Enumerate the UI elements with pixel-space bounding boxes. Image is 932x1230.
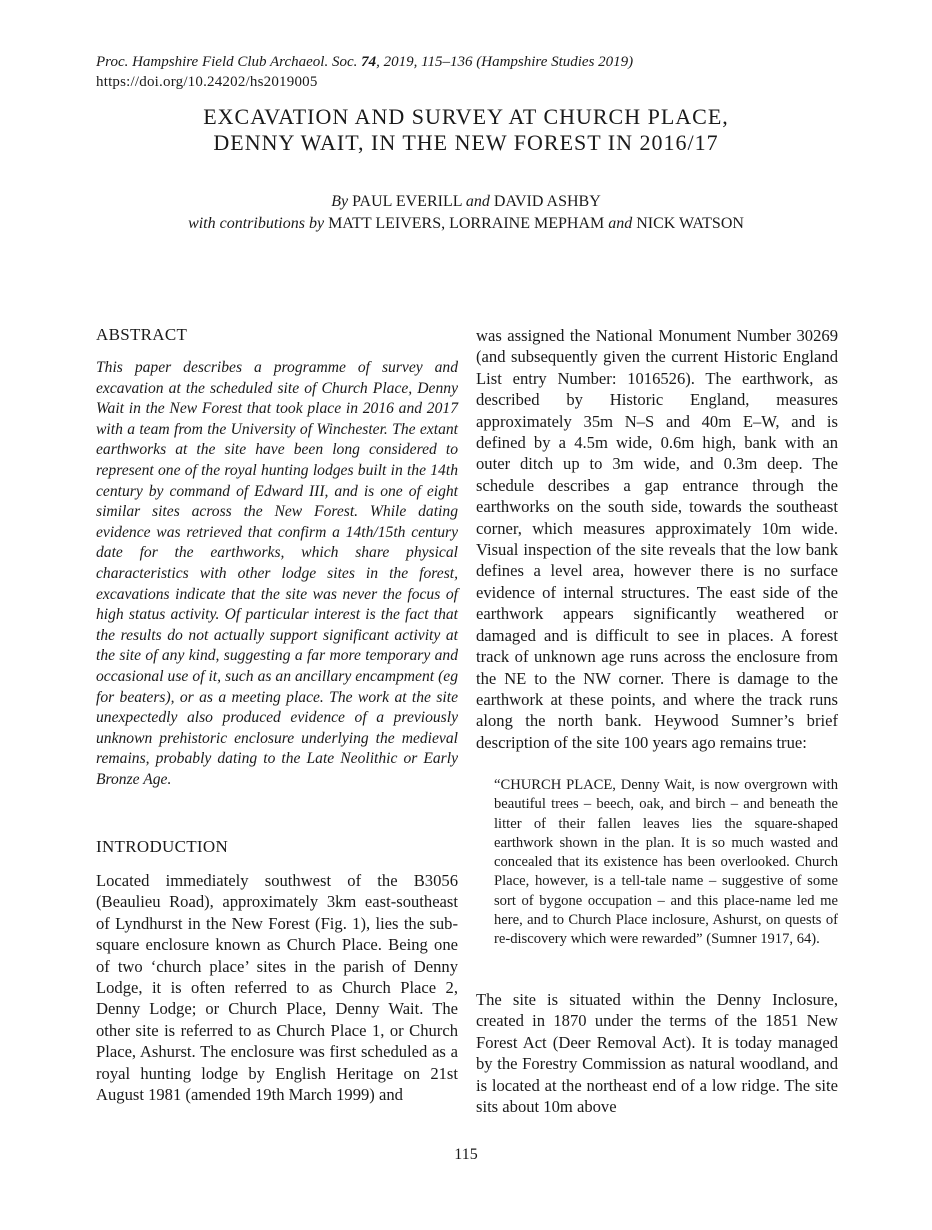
and-label-2: and: [608, 215, 633, 232]
journal-name: Proc. Hampshire Field Club Archaeol. Soc.: [96, 54, 362, 70]
body-paragraph-continued: was assigned the National Monument Number 30269 (and subsequently given the current Historic England List entry Number: 1016526). The earthwork, as described by Historic England, measures approximately 35m N–S and 40m E–W, and is defined by a 4.5m wide, 0.6m high, bank with an outer ditch up to 3m wide, and 0.3m deep. The schedule describes a gap entrance through the earthworks on the south side, towards the southeast corner, which measures approximately 10m wide. Visual inspection of the site reveals that the low bank defines a level area, however there is no surface evidence of internal structures. The east side of the earthwork appears significantly weathered or damaged and is difficult to see in places. A forest track of unknown age runs across the enclosure from the NE to the NW corner. There is damage to the earthwork at these points, and where the track runs along the north bank. Heywood Sumner’s brief description of the site 100 years ago remains true:: [476, 326, 838, 752]
block-quote-text: “CHURCH PLACE, Denny Wait, is now overgrown with beautiful trees – beech, oak, and birch – and beneath the litter of their fallen leaves lies the square-shaped earthwork shown in the plan. It is so much wasted and concealed that its existence has been overlooked. Church Place, however, is a tell-tale name – suggestive of some sort of bygone occupation – and this place-name led me here, and to Church Place inclosure, Ashurst, on quests of re-discovery which were rewarded” (Sumner 1917, 64).: [494, 777, 838, 948]
introduction-paragraph-1: Located immediately southwest of the B3056 (Beaulieu Road), approximately 3km east-southeast of Lyndhurst in the New Forest (Fig. 1), lies the sub-square enclosure known as Church Place. Being one of two ‘church place’ sites in the parish of Denny Lodge, it is often referred to as Church Place 2, Denny Lodge; or Church Place, Denny Wait. The other site is referred to as Church Place 1, or Church Place, Ashurst. The enclosure was first scheduled as a royal hunting lodge by English Heritage on 21st August 1981 (amended 19th March 1999) and: [96, 871, 458, 1105]
site-paragraph: [476, 989, 838, 1117]
page-number: 115: [454, 1146, 478, 1163]
journal-citation: [96, 52, 633, 72]
title-line-2: DENNY WAIT, IN THE NEW FOREST IN 2016/17: [213, 130, 719, 155]
body-paragraph-site: The site is situated within the Denny Inclosure, created in 1870 under the terms of the 1851 New Forest Act (Deer Removal Act). It is today managed by the Forestry Commission as natural woodland, and is located at the northeast end of a low ridge. The site sits about 10m above: [476, 990, 838, 1117]
doi-link[interactable]: https://doi.org/10.24202/hs2019005: [96, 74, 318, 90]
right-column: [476, 325, 838, 753]
authors-line: [60, 192, 872, 212]
with-contributions-label: with contributions by: [188, 215, 325, 232]
paper-title: [60, 104, 872, 156]
by-label: By: [331, 193, 349, 210]
abstract-text: This paper describes a programme of survey and excavation at the scheduled site of Church Place, Denny Wait in the New Forest that took place in 2016 and 2017 with a team from the University of Winchester. The extant earthworks at the site have been long considered to represent one of the royal hunting lodges built in the 14th century by command of Edward III, and is one of eight similar sites across the New Forest. While dating evidence was retrieved that confirm a 14th/15th century date for the earthworks, which share physical characteristics with other lodge sites in the forest, excavations indicate that the site was never the focus of high status activity. Of particular interest is the fact that the results do not actually support significant activity at the site of any kind, suggesting a far more temporary and occasional use of it, such as an ancillary encampment (eg for beaters), or as a meeting place. The work at the site unexpectedly also produced evidence of a previously unknown prehistoric enclosure underlying the medieval remains, probably dating to the Late Neolithic or Early Bronze Age.: [96, 359, 458, 788]
author-1: PAUL EVERILL: [348, 193, 466, 210]
sumner-quote: [494, 776, 838, 950]
and-label-1: and: [465, 193, 490, 210]
title-line-1: EXCAVATION AND SURVEY AT CHURCH PLACE,: [203, 104, 729, 129]
contributors-line: [60, 214, 872, 234]
journal-pages: , 2019, 115–136 (Hampshire Studies 2019): [376, 54, 634, 70]
introduction-heading: INTRODUCTION: [96, 837, 229, 856]
contributors-1: MATT LEIVERS, LORRAINE MEPHAM: [324, 215, 609, 232]
introduction-section: [96, 870, 458, 1105]
abstract-section: [96, 358, 458, 790]
abstract-heading: ABSTRACT: [96, 325, 188, 344]
journal-volume: 74: [361, 54, 377, 70]
author-2: DAVID ASHBY: [489, 193, 601, 210]
contributors-2: NICK WATSON: [632, 215, 744, 232]
